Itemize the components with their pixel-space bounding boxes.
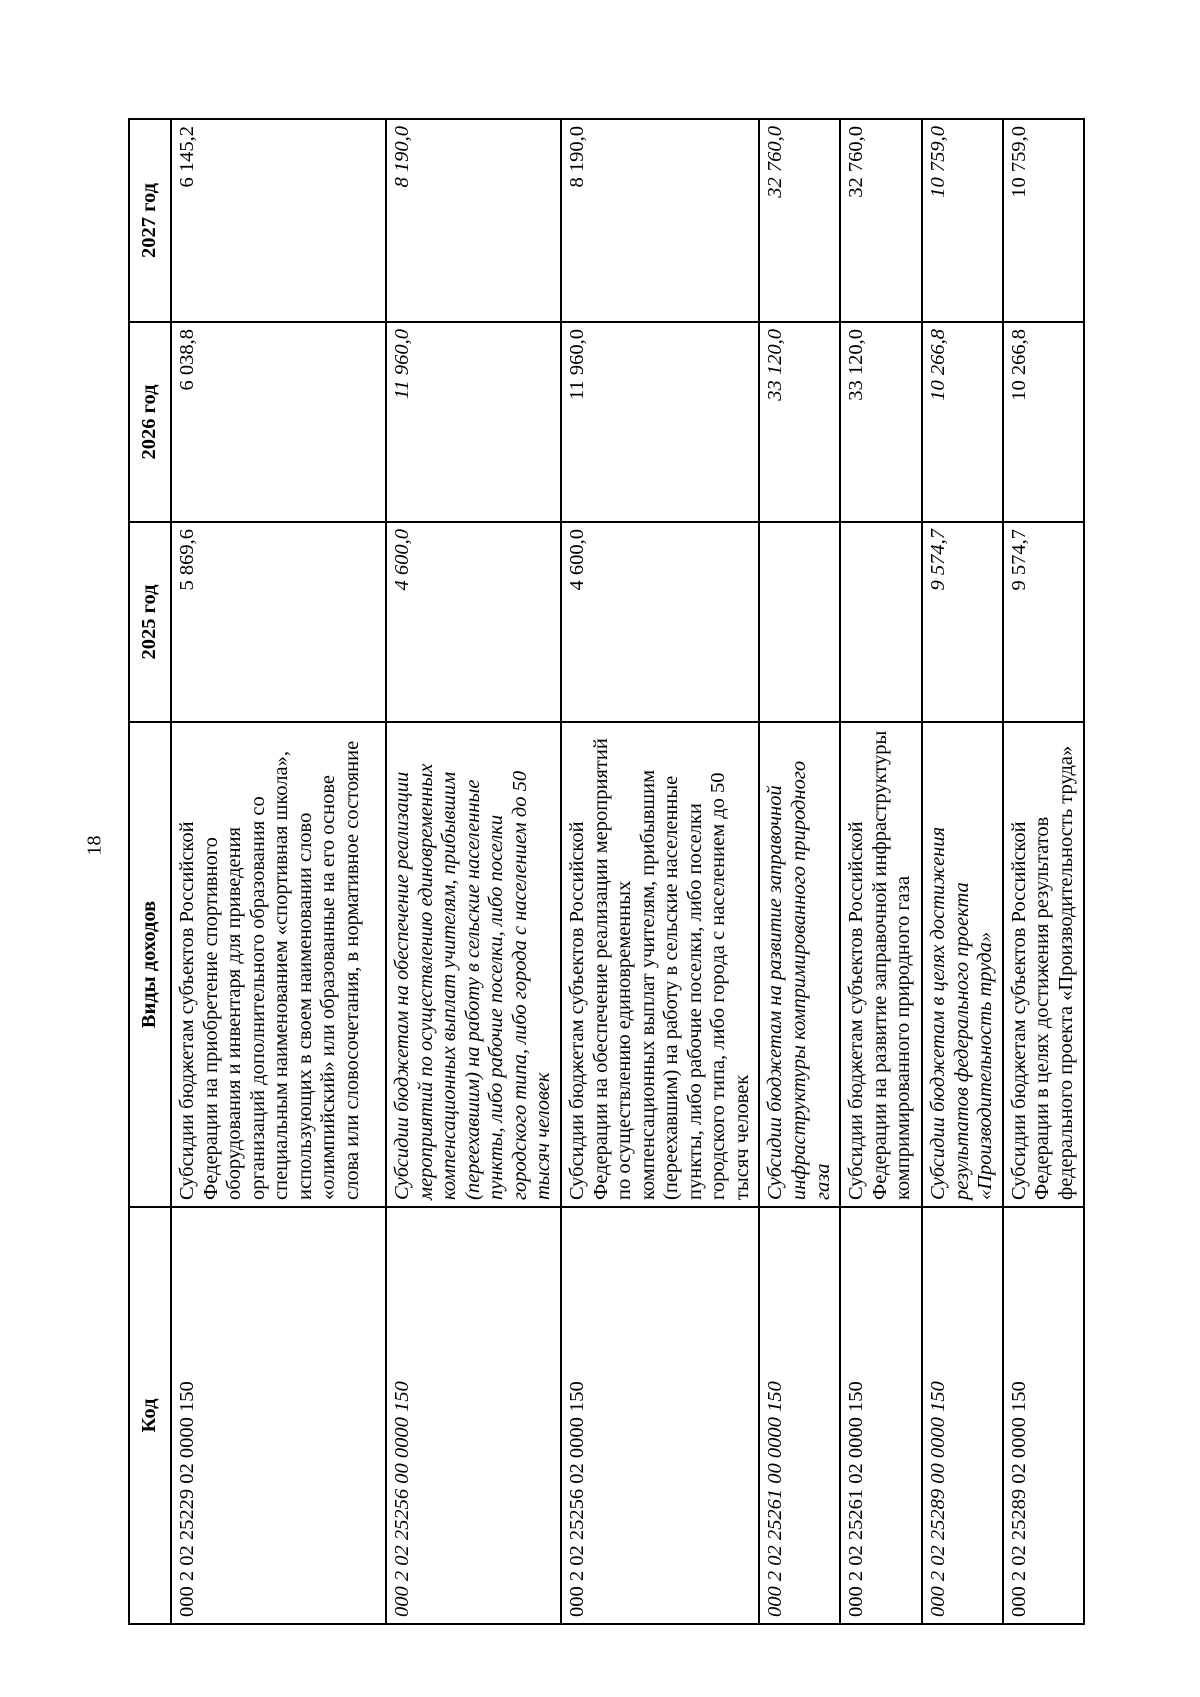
table-row [561,119,760,1624]
row-value-2027: 6 145,2 [171,119,386,322]
row-value-2025 [759,522,840,722]
row-code: 000 2 02 25256 00 0000 150 [386,1207,561,1624]
row-description: Субсидии бюджетам субъектов Российской Федерации на приобретение спортивного оборудования и инвентаря для приведения организаций дополнительного образования со специальным наименованием «спортивная школа», использующих в своем наименовании слово «олимпийский» или образованные на его основе слова или словосочетания, в нормативное состояние [171,722,386,1207]
table-row [840,119,922,1624]
table-row [759,119,840,1624]
row-value-2026: 6 038,8 [171,322,386,522]
row-description: Субсидии бюджетам субъектов Российской Федерации на обеспечение реализации мероприятий по осуществлению единовременных компенсационных выплат учителям, прибывшим (переехавшим) на работу в сельские населенные пункты, либо рабочие поселки, либо поселки городского типа, либо города с населением до 50 тысяч человек [561,722,760,1207]
row-value-2025: 5 869,6 [171,522,386,722]
row-value-2025: 4 600,0 [561,522,760,722]
row-value-2026: 33 120,0 [840,322,922,522]
revenue-table [128,118,1085,1625]
header-2027: 2027 год [129,119,171,322]
row-value-2026: 10 266,8 [922,322,1003,522]
row-value-2026: 11 960,0 [561,322,760,522]
table-row [171,119,386,1624]
row-code: 000 2 02 25261 00 0000 150 [759,1207,840,1624]
table-row [1003,119,1084,1624]
row-value-2026: 10 266,8 [1003,322,1084,522]
table-row [922,119,1003,1624]
page-number-text: 18 [83,835,106,855]
row-code: 000 2 02 25289 00 0000 150 [922,1207,1003,1624]
table-header-row [129,119,171,1624]
row-value-2025: 9 574,7 [922,522,1003,722]
row-description: Субсидии бюджетам на обеспечение реализации мероприятий по осуществлению единовременных компенсационных выплат учителям, прибывшим (переехавшим) на работу в сельские населенные пункты, либо рабочие поселки, либо поселки городского типа, либо города с населением до 50 тысяч человек [386,722,561,1207]
row-description: Субсидии бюджетам на развитие заправочной инфраструктуры компримированного природного газа [759,722,840,1207]
header-code: Код [129,1207,171,1624]
header-2026: 2026 год [129,322,171,522]
row-description: Субсидии бюджетам субъектов Российской Федерации в целях достижения результатов федерального проекта «Производительность труда» [1003,722,1084,1207]
row-value-2026: 33 120,0 [759,322,840,522]
row-value-2027: 8 190,0 [386,119,561,322]
row-value-2027: 10 759,0 [1003,119,1084,322]
row-value-2027: 8 190,0 [561,119,760,322]
row-value-2026: 11 960,0 [386,322,561,522]
row-value-2027: 32 760,0 [759,119,840,322]
table-row [386,119,561,1624]
row-value-2025 [840,522,922,722]
header-type: Виды доходов [129,722,171,1207]
page-number [80,820,110,870]
row-code: 000 2 02 25229 02 0000 150 [171,1207,386,1624]
row-value-2027: 32 760,0 [840,119,922,322]
row-description: Субсидии бюджетам субъектов Российской Федерации на развитие заправочной инфраструктуры компримированного природного газа [840,722,922,1207]
row-code: 000 2 02 25289 02 0000 150 [1003,1207,1084,1624]
row-code: 000 2 02 25261 02 0000 150 [840,1207,922,1624]
row-description: Субсидии бюджетам в целях достижения результатов федерального проекта «Производительность труда» [922,722,1003,1207]
row-code: 000 2 02 25256 02 0000 150 [561,1207,760,1624]
row-value-2027: 10 759,0 [922,119,1003,322]
header-2025: 2025 год [129,522,171,722]
row-value-2025: 4 600,0 [386,522,561,722]
table-wrapper [128,120,1077,1625]
row-value-2025: 9 574,7 [1003,522,1084,722]
rotated-table-container [128,120,1077,1625]
